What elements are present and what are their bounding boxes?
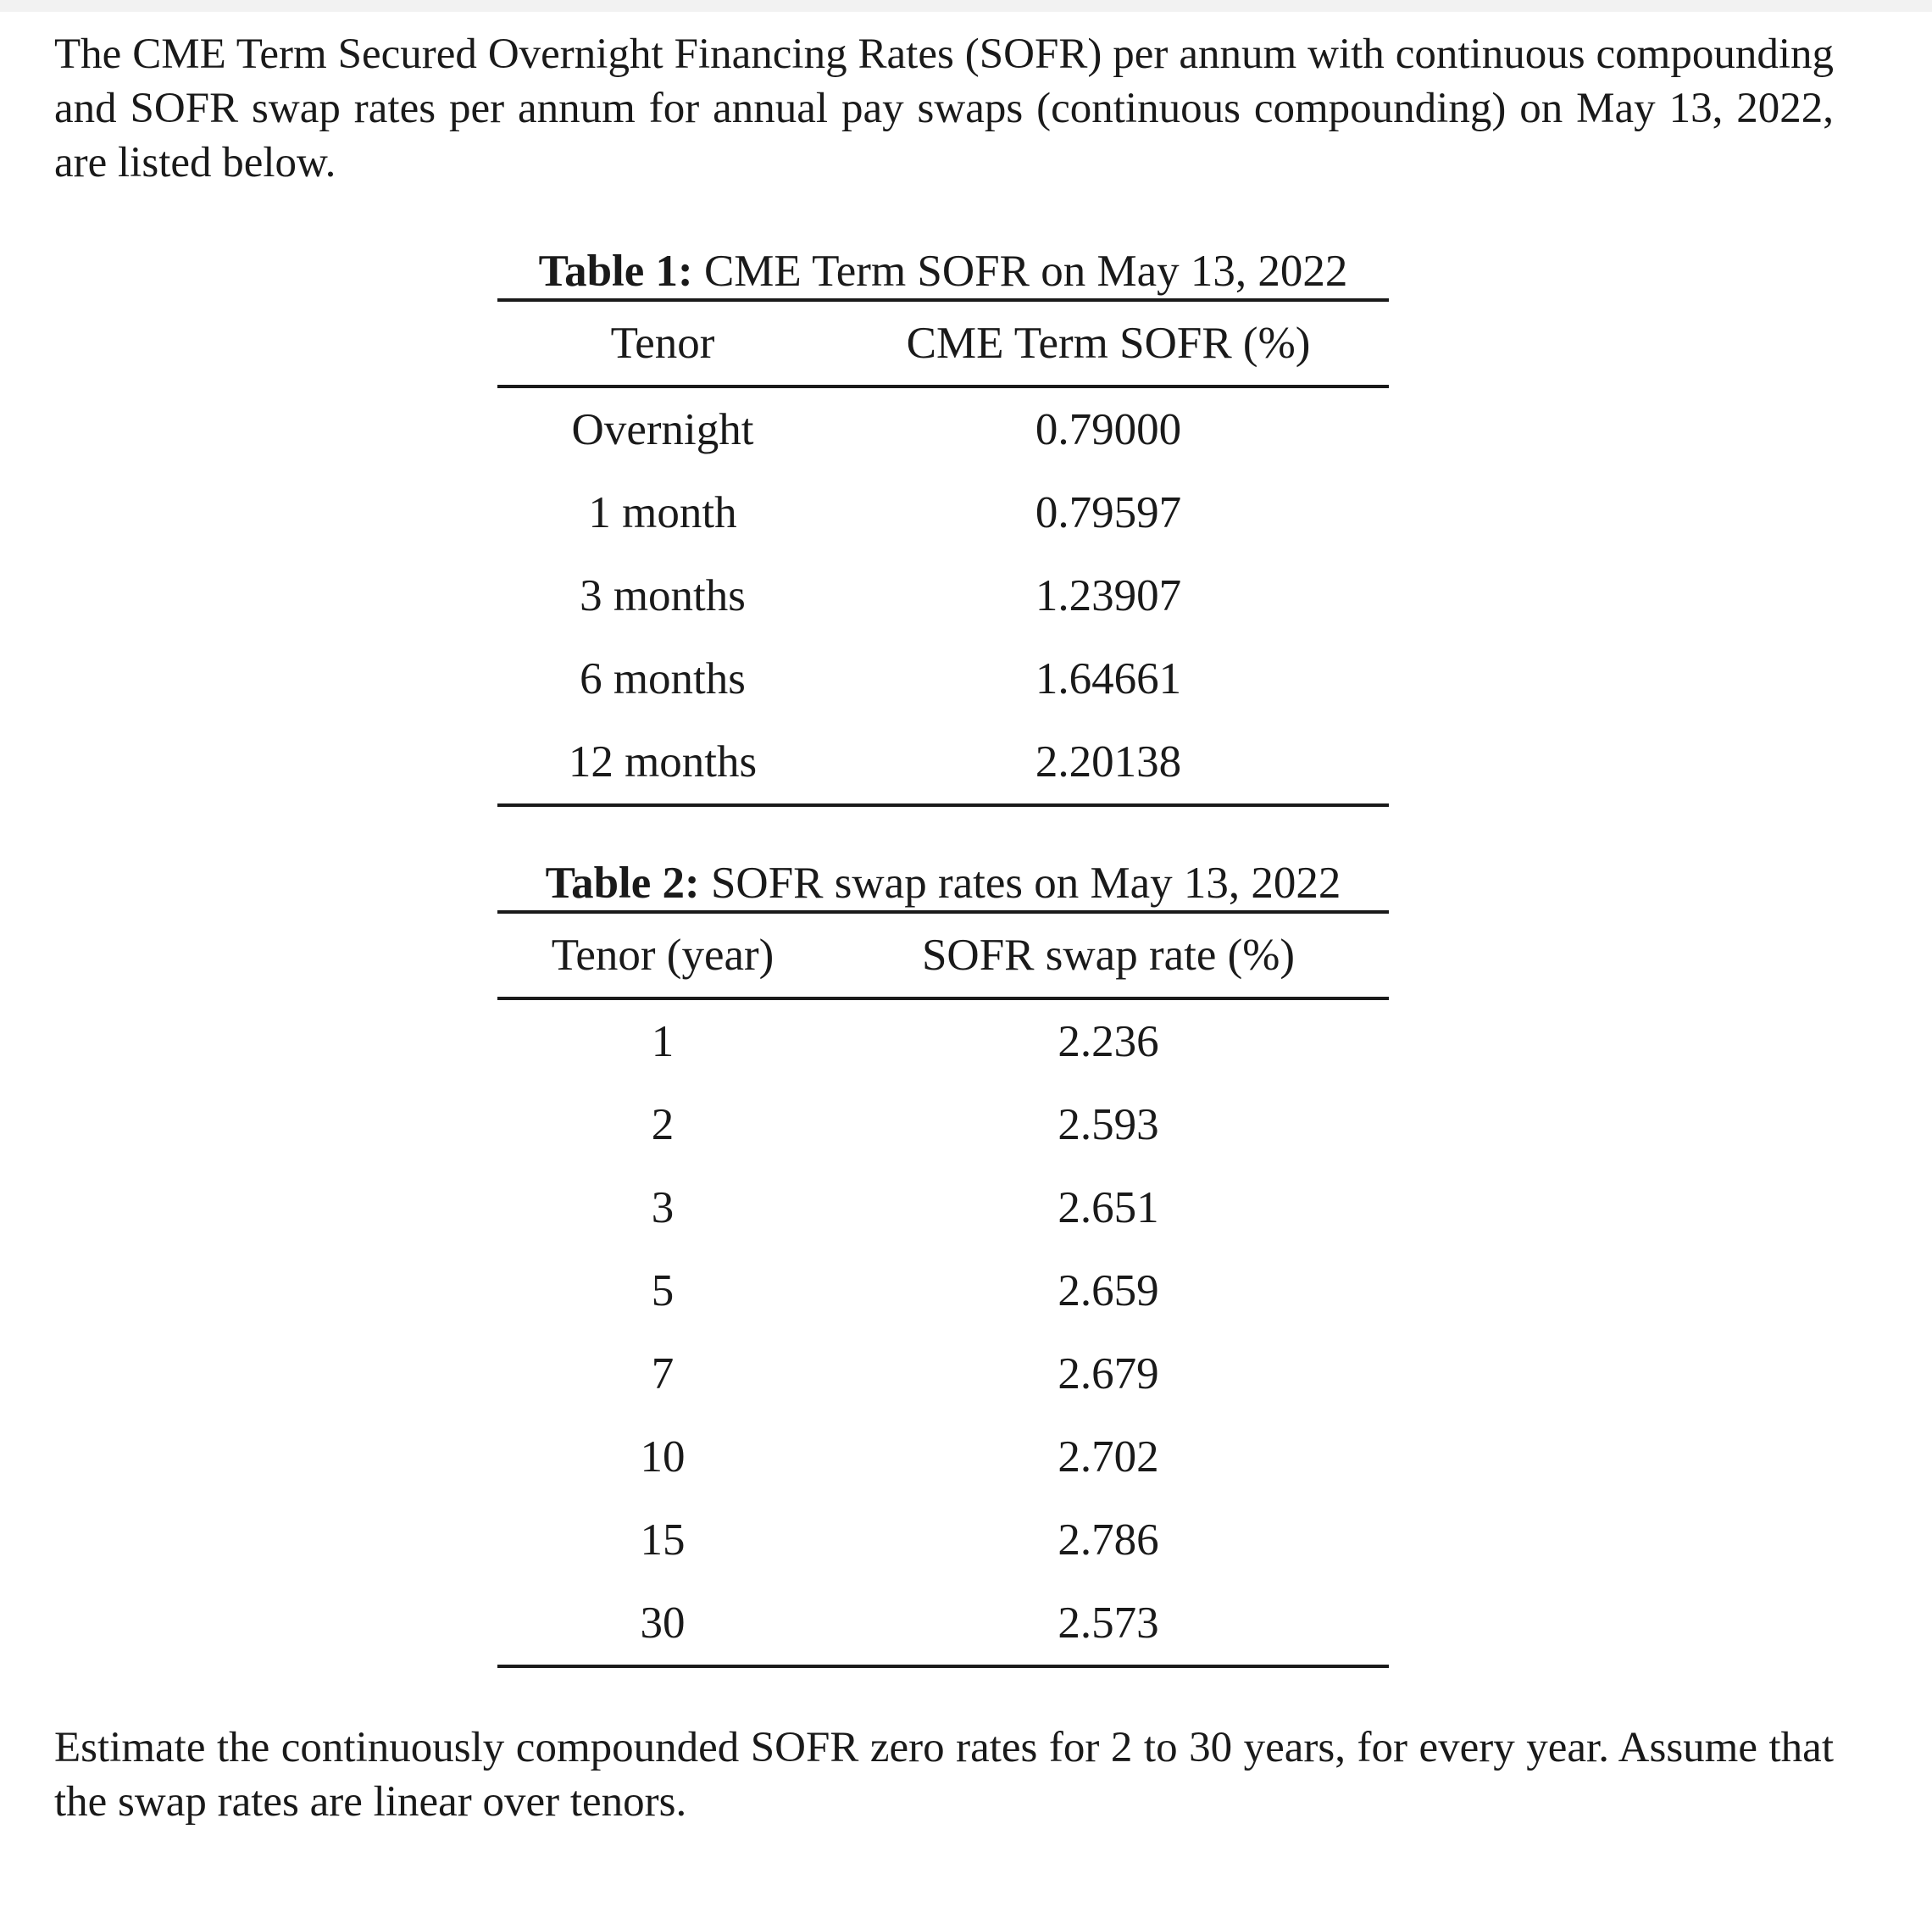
table-2-header-row [497, 914, 1389, 998]
table-cell: 10 [640, 1432, 686, 1482]
table-1-header-row [497, 302, 1389, 386]
table-2-caption-label: Table 2: [545, 859, 700, 908]
table-cell: 3 months [580, 571, 746, 620]
table-cell: 2.20138 [828, 720, 1389, 805]
table-1 [497, 244, 1389, 807]
table-2-header-rate: SOFR swap rate (%) [828, 914, 1389, 998]
table-row [497, 1332, 1389, 1415]
table-row [497, 554, 1389, 637]
table-cell: 12 months [497, 720, 828, 805]
table-row [497, 471, 1389, 554]
table-cell: 0.79000 [1035, 405, 1182, 454]
table-cell: 3 [651, 1183, 675, 1232]
table-row [497, 637, 1389, 720]
table-2-caption [497, 856, 1389, 914]
table-cell: 30 [497, 1582, 828, 1666]
table-cell: 2.786 [1058, 1515, 1159, 1565]
table-cell: 2.702 [1058, 1432, 1159, 1482]
table-cell: Overnight [571, 405, 754, 454]
table-1-caption [497, 244, 1389, 302]
table-1-caption-text: CME Term SOFR on May 13, 2022 [692, 247, 1348, 296]
table-cell: 0.79597 [1035, 488, 1182, 537]
table-cell: 2.651 [1058, 1183, 1159, 1232]
table-row [497, 386, 1389, 471]
table-cell: 2.573 [828, 1582, 1389, 1666]
table-cell: 5 [651, 1266, 675, 1315]
table-cell: 2.679 [1058, 1349, 1159, 1398]
question-paragraph: Estimate the continuously compounded SOFR zero rates for 2 to 30 years, for every year. Assume that the swap rates are linear over tenors. [54, 1724, 1834, 1826]
table-cell: 1.64661 [1035, 654, 1182, 703]
table-cell: 2 [651, 1100, 675, 1149]
table-2-grid [497, 914, 1389, 1668]
table-row [497, 1083, 1389, 1166]
table-cell: 1 [651, 1017, 675, 1066]
table-2-header-tenor: Tenor (year) [497, 914, 828, 998]
table-cell: 2.593 [1058, 1100, 1159, 1149]
table-row [497, 720, 1389, 805]
table-cell: 1 month [588, 488, 737, 537]
table-row [497, 1249, 1389, 1332]
table-row [497, 1166, 1389, 1249]
intro-paragraph: The CME Term Secured Overnight Financing Rates (SOFR) per annum with continuous compounding and SOFR swap rates per annum for annual pay swaps (continuous compounding) on May 13, 2022, are listed below. [54, 31, 1834, 186]
table-1-header-tenor: Tenor [497, 302, 828, 386]
table-cell: 15 [640, 1515, 686, 1565]
table-row [497, 1582, 1389, 1666]
table-1-grid [497, 302, 1389, 807]
table-1-caption-label: Table 1: [538, 247, 693, 296]
table-cell: 2.659 [1058, 1266, 1159, 1315]
table-cell: 6 months [580, 654, 746, 703]
table-2 [497, 856, 1389, 1668]
table-row [497, 1415, 1389, 1498]
table-cell: 2.236 [1058, 1017, 1159, 1066]
table-row [497, 998, 1389, 1083]
table-cell: 7 [651, 1349, 675, 1398]
table-row [497, 1498, 1389, 1582]
table-2-caption-text: SOFR swap rates on May 13, 2022 [699, 859, 1341, 908]
table-1-header-rate: CME Term SOFR (%) [828, 302, 1389, 386]
top-strip [0, 0, 1932, 12]
table-cell: 1.23907 [1035, 571, 1182, 620]
